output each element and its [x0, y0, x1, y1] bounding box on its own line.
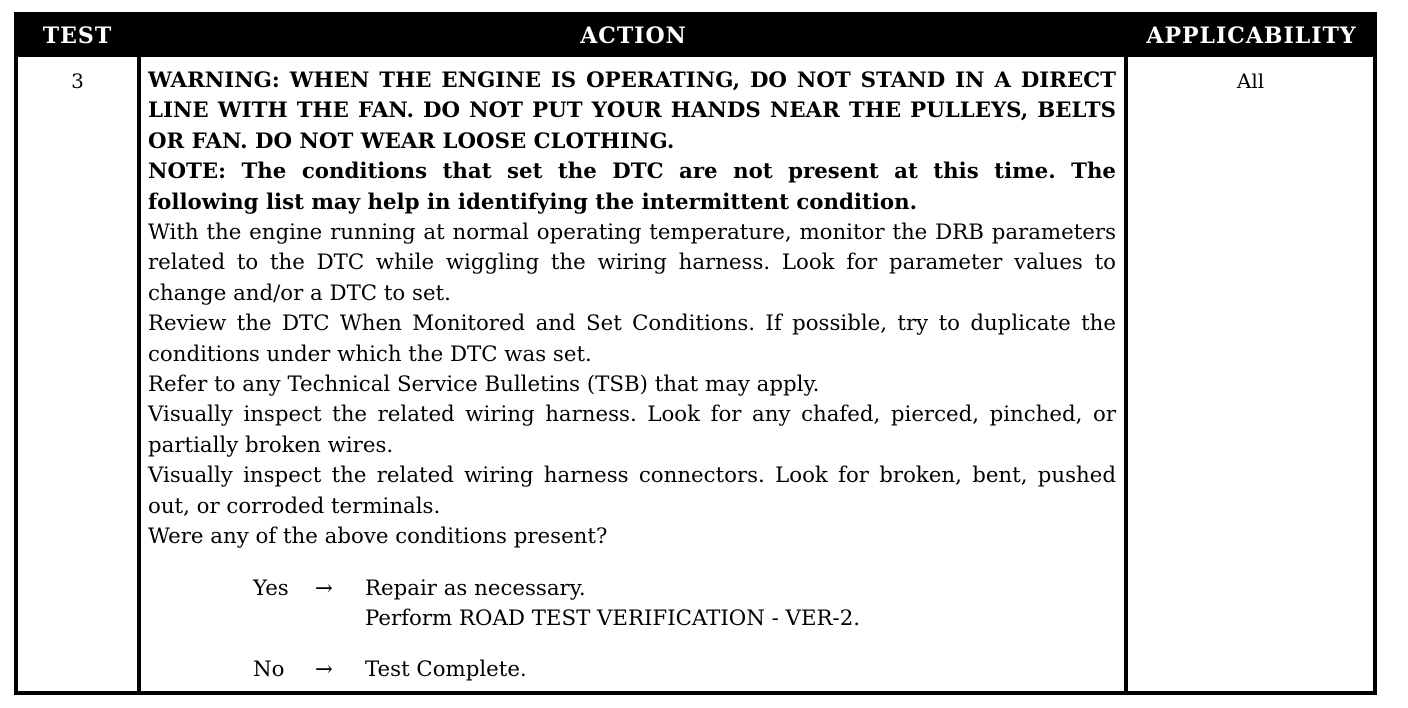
header-action: ACTION — [580, 23, 687, 49]
question-text: Were any of the above conditions present? — [148, 524, 608, 550]
step-5: Visually inspect the related wiring harness connectors. Look for broken, bent, pushed out, or corroded terminals. — [148, 463, 1116, 519]
right-arrow-icon: → — [315, 576, 333, 601]
step-4: Visually inspect the related wiring harness. Look for any chafed, pierced, pinched, or partially broken wires. — [148, 402, 1116, 458]
choice-no-result — [365, 655, 527, 685]
header-test: TEST — [42, 23, 113, 49]
column-divider-1 — [137, 57, 141, 691]
choice-yes-line-1: Repair as necessary. — [365, 576, 586, 601]
right-arrow-icon: → — [315, 656, 333, 682]
choice-yes-label: Yes — [253, 576, 289, 601]
warning-text: WARNING: WHEN THE ENGINE IS OPERATING, DO NOT STAND IN A DIRECT LINE WITH THE FAN. DO NOT PUT YOUR HANDS NEAR THE PULLEYS, BELTS OR FAN. DO NOT WEAR LOOSE CLOTHING. — [148, 68, 1116, 154]
action-cell — [148, 66, 1116, 553]
answer-choices — [253, 574, 860, 705]
step-1: With the engine running at normal operating temperature, monitor the DRB parameters related to the DTC while wiggling the wiring harness. Look for parameter values to change and/or a DTC to set. — [148, 220, 1116, 306]
step-2: Review the DTC When Monitored and Set Conditions. If possible, try to duplicate the conditions under which the DTC was set. — [148, 311, 1116, 367]
diagnostic-table — [14, 12, 1377, 695]
column-divider-2 — [1124, 57, 1128, 691]
header-applicability: APPLICABILITY — [1146, 23, 1357, 49]
choice-yes-result — [365, 574, 860, 635]
choice-yes-line-2: Perform ROAD TEST VERIFICATION - VER-2. — [365, 606, 861, 632]
choice-yes — [253, 574, 860, 635]
step-3: Refer to any Technical Service Bulletins (TSB) that may apply. — [148, 372, 820, 398]
note-text: NOTE: The conditions that set the DTC are not present at this time. The following list may help in identifying the intermittent condition. — [148, 159, 1116, 215]
choice-no — [253, 655, 860, 685]
choice-no-label: No — [253, 656, 285, 682]
applicability-value: All — [1236, 69, 1265, 93]
table-header — [18, 16, 1373, 57]
choice-no-line-1: Test Complete. — [365, 656, 527, 682]
test-number: 3 — [71, 69, 84, 93]
